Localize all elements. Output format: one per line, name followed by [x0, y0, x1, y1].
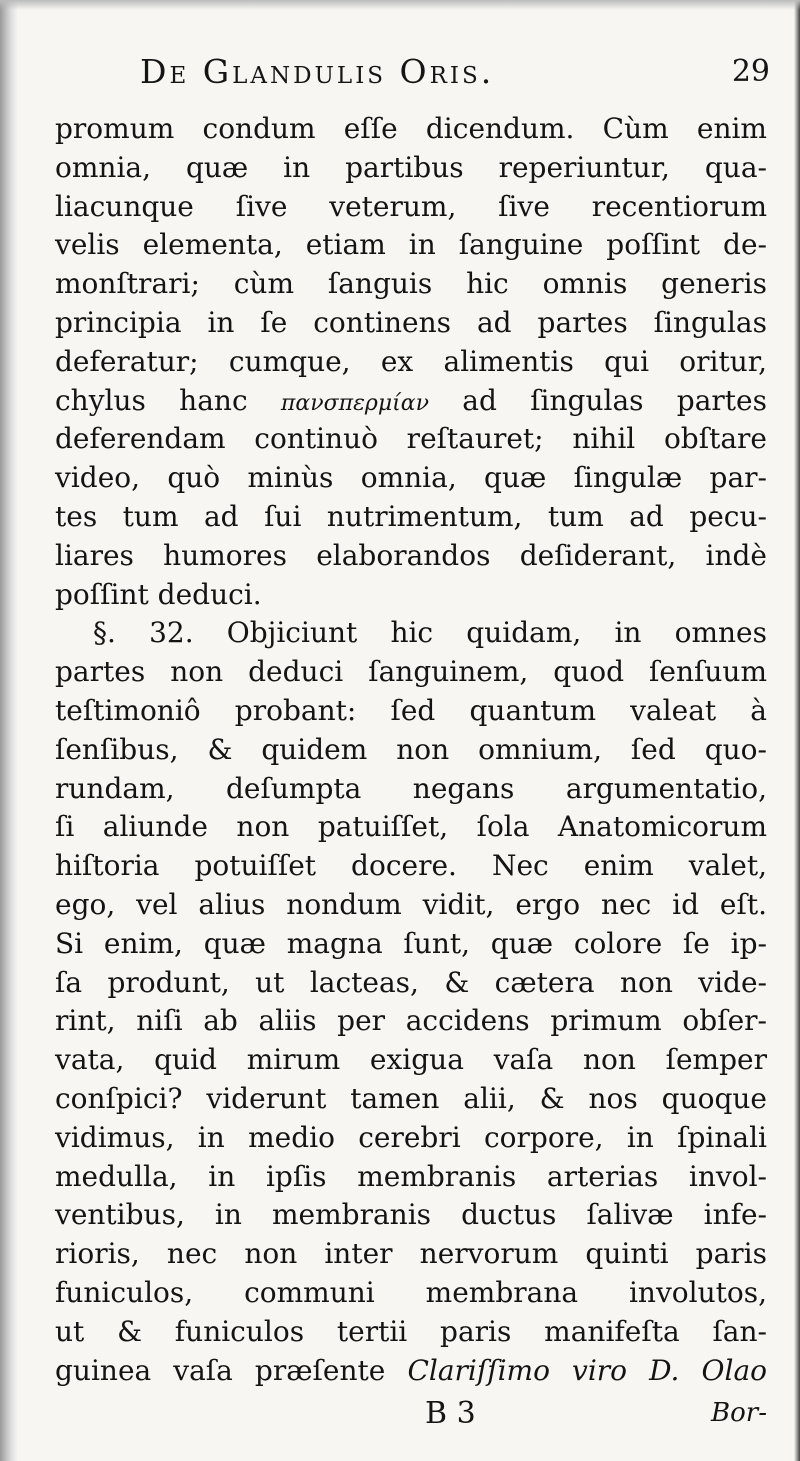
text-line: rint, niſi ab aliis per accidens primum obſer-: [55, 1004, 767, 1038]
text-line: ventibus, in membranis ductus ſalivæ infe-: [55, 1198, 767, 1232]
text-line: deferatur; cumque, ex alimentis qui oritur,: [55, 344, 767, 378]
text-line: tes tum ad ſui nutrimentum, tum ad pecu-: [55, 499, 767, 533]
catchword: Bor-: [711, 1398, 767, 1428]
greek-word: πανσπερμίαν: [280, 390, 429, 416]
text-line-with-greek: [55, 382, 767, 421]
text-line: omnia, quæ in partibus reperiuntur, qua-: [55, 150, 767, 184]
text-line: teſtimoniô probant: ſed quantum valeat à: [55, 693, 767, 727]
top-edge: [0, 0, 800, 10]
text-line: funiculos, communi membrana involutos,: [55, 1275, 767, 1309]
text-line: ſi aliunde non patuiſſet, ſola Anatomicorum: [55, 810, 767, 844]
text-line: vata, quid mirum exigua vaſa non ſemper: [55, 1043, 767, 1077]
text-line: vidimus, in medio cerebri corpore, in ſpinali: [55, 1120, 767, 1154]
text-line: ſa produnt, ut lacteas, & cætera non vide-: [55, 965, 767, 999]
text-line: ſenſibus, & quidem non omnium, ſed quo-: [55, 732, 767, 766]
text-line: poſſint deduci.: [55, 577, 262, 611]
text-line: ut & funiculos tertii paris manifeſta ſan-: [55, 1314, 767, 1348]
gutter-shadow: [0, 0, 18, 1461]
text-line: video, quò minùs omnia, quæ ſingulæ par-: [55, 461, 767, 495]
section-start-line: §. 32. Objiciunt hic quidam, in omnes: [93, 616, 767, 650]
signature-mark: B 3: [425, 1396, 476, 1431]
text-segment: chylus hanc: [55, 383, 248, 417]
text-line: medulla, in ipſis membranis arterias invol-: [55, 1159, 767, 1193]
text-line: velis elementa, etiam in ſanguine poſſint de-: [55, 228, 767, 262]
text-line: liares humores elaborandos deſiderant, indè: [55, 538, 767, 572]
page-edge: [794, 0, 800, 1461]
text-line: hiſtoria potuiſſet docere. Nec enim valet,: [55, 849, 767, 883]
text-line: principia in ſe continens ad partes ſingulas: [55, 305, 767, 339]
text-line: promum condum eſſe dicendum. Cùm enim: [55, 112, 767, 145]
text-line: Si enim, quæ magna ſunt, quæ colore ſe ip-: [55, 926, 767, 960]
text-line-with-italic: [55, 1352, 767, 1391]
text-line: liacunque ſive veterum, ſive recentiorum: [55, 189, 767, 223]
text-line: monſtrari; cùm ſanguis hic omnis generis: [55, 267, 767, 301]
page-footer: [55, 1396, 767, 1440]
body-text: [55, 110, 767, 1390]
running-head: [40, 52, 770, 102]
text-line: rundam, deſumpta negans argumentatio,: [55, 771, 767, 805]
text-line: deferendam continuò reſtauret; nihil obſtare: [55, 422, 767, 456]
running-title: De Glandulis Oris.: [140, 52, 495, 91]
text-line: rioris, nec non inter nervorum quinti paris: [55, 1237, 767, 1271]
italic-name: Clariſſimo viro D. Olao: [407, 1353, 767, 1387]
text-segment: guinea vaſa præſente: [55, 1353, 386, 1387]
page-number: 29: [731, 54, 770, 89]
text-line: partes non deduci ſanguinem, quod ſenſuum: [55, 655, 767, 689]
text-line: ego, vel alius nondum vidit, ergo nec id eſt.: [55, 887, 767, 921]
text-line: conſpici? viderunt tamen alii, & nos quoque: [55, 1081, 767, 1115]
text-segment: ad ſingulas partes: [462, 383, 767, 417]
